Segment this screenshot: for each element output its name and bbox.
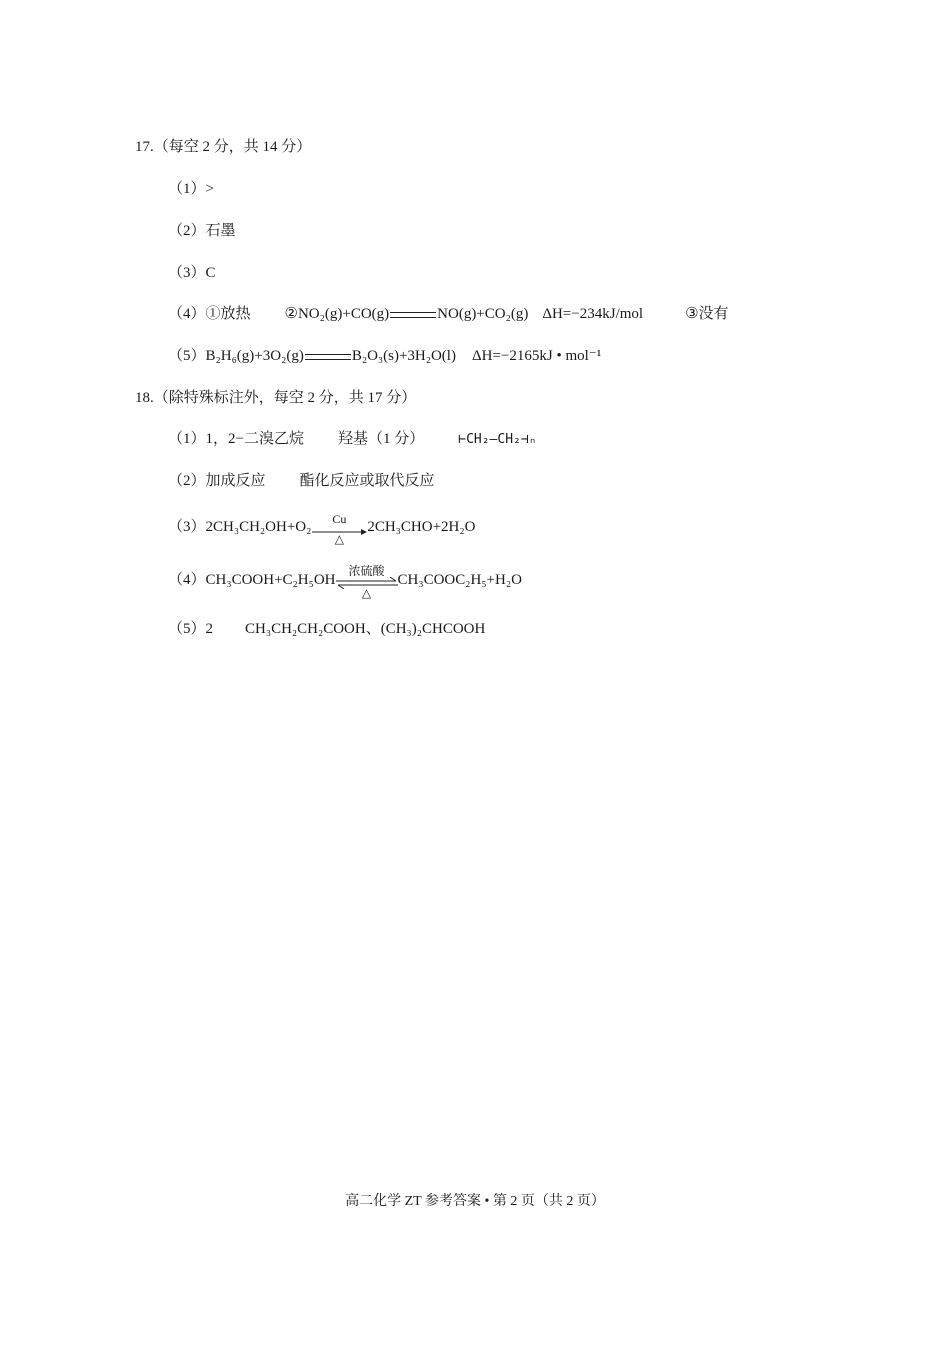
q17-a5-label: （5） (168, 348, 206, 364)
q18-a3-equation-right: 2CH₃CHO+2H₂O (367, 519, 476, 535)
q18-a4-equation-right: CH₃COOC₂H₅+H₂O (397, 572, 522, 588)
q18-a2-part1: 加成反应 (205, 473, 266, 489)
equals-sign (305, 354, 351, 360)
q18-a1-part1: 1，2−二溴乙烷 (205, 431, 304, 447)
q17-a4-enthalpy: ΔH=−234kJ/mol (542, 306, 644, 322)
reaction-condition-top: 浓硫酸 (348, 563, 385, 578)
q18-a5-label: （5） (168, 621, 206, 637)
q17-header: 17.（每空 2 分，共 14 分） (135, 139, 312, 155)
q17-answer-3: （3）C (168, 265, 216, 281)
reaction-condition-bottom: △ (361, 585, 372, 600)
q18-answer-5 (168, 619, 485, 639)
q17-answer-4 (168, 304, 729, 324)
q18-a5-part1: 2 (205, 621, 214, 637)
q18-answer-2 (168, 471, 435, 491)
page-footer: 高二化学 ZT 参考答案 • 第 2 页（共 2 页） (345, 1194, 605, 1209)
q17-answer-1: （1）> (168, 181, 214, 197)
q17-a5-enthalpy: ΔH=−2165kJ • mol⁻¹ (471, 348, 602, 364)
q18-a4-label: （4） (168, 572, 206, 588)
q17-a4-part1: ①放热 (205, 306, 251, 322)
q18-a1-polymer: ⊢CH₂—CH₂⊣ₙ (458, 432, 537, 447)
q17-answer-2: （2）石墨 (168, 223, 236, 239)
reaction-arrow (311, 511, 367, 546)
q18-answer-1 (168, 429, 537, 450)
reversible-arrow (336, 563, 398, 600)
q18-a1-part2: 羟基（1 分） (337, 431, 425, 447)
q17-a4-equation-left: ②NO₂(g)+CO(g) (284, 306, 390, 322)
q18-a2-label: （2） (168, 473, 206, 489)
q18-header: 18.（除特殊标注外，每空 2 分，共 17 分） (135, 390, 417, 406)
q18-a3-label: （3） (168, 519, 206, 535)
q17-a4-part3: ③没有 (685, 306, 729, 322)
q18-a4-equation-left: CH₃COOH+C₂H₅OH (205, 572, 336, 588)
q18-a3-equation-left: 2CH₃CH₂OH+O₂ (205, 519, 312, 535)
q18-a5-part2: CH₃CH₂CH₂COOH、(CH₃)₂CHCOOH (245, 621, 486, 637)
equals-sign (390, 312, 436, 318)
q17-answer-5 (168, 346, 601, 366)
q17-a4-label: （4） (168, 306, 206, 322)
q18-a2-part2: 酯化反应或取代反应 (299, 473, 435, 489)
q18-a1-label: （1） (168, 431, 206, 447)
q18-answer-3 (168, 511, 476, 546)
q17-a5-equation-left: B₂H₆(g)+3O₂(g) (205, 348, 304, 364)
q17-a5-equation-right: B₂O₃(s)+3H₂O(l) (351, 348, 456, 364)
q17-a4-equation-right: NO(g)+CO₂(g) (437, 306, 529, 322)
reaction-condition-top: Cu (332, 511, 347, 526)
reaction-condition-bottom: △ (334, 531, 344, 546)
q18-answer-4 (168, 563, 522, 600)
